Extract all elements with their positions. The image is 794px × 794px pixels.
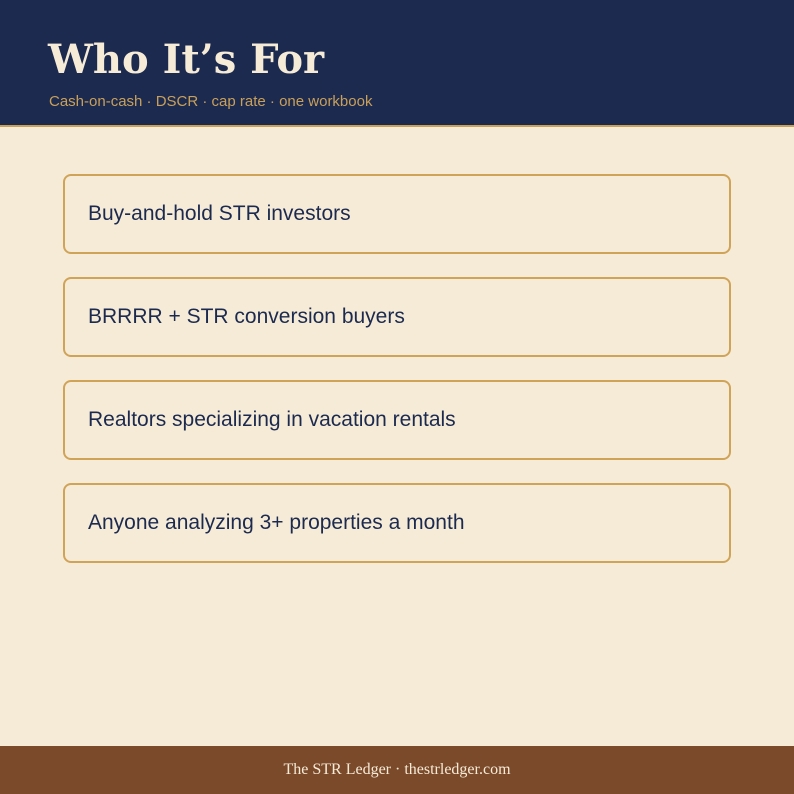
audience-card-label: Anyone analyzing 3+ properties a month bbox=[88, 511, 465, 534]
audience-card-realtors bbox=[63, 380, 731, 460]
footer-brand: The STR Ledger · thestrledger.com bbox=[283, 761, 511, 778]
audience-list bbox=[63, 174, 731, 586]
footer-bar bbox=[0, 746, 794, 794]
audience-card-analysts bbox=[63, 483, 731, 563]
audience-card-label: Buy-and-hold STR investors bbox=[88, 202, 351, 225]
page-subtitle: Cash-on-cash · DSCR · cap rate · one workbook bbox=[49, 93, 373, 110]
audience-card-label: Realtors specializing in vacation rentals bbox=[88, 408, 456, 431]
audience-card-brrrr bbox=[63, 277, 731, 357]
audience-card-buy-and-hold bbox=[63, 174, 731, 254]
audience-card-label: BRRRR + STR conversion buyers bbox=[88, 305, 405, 328]
header-banner bbox=[0, 0, 794, 127]
page-title: Who It’s For bbox=[48, 36, 325, 83]
